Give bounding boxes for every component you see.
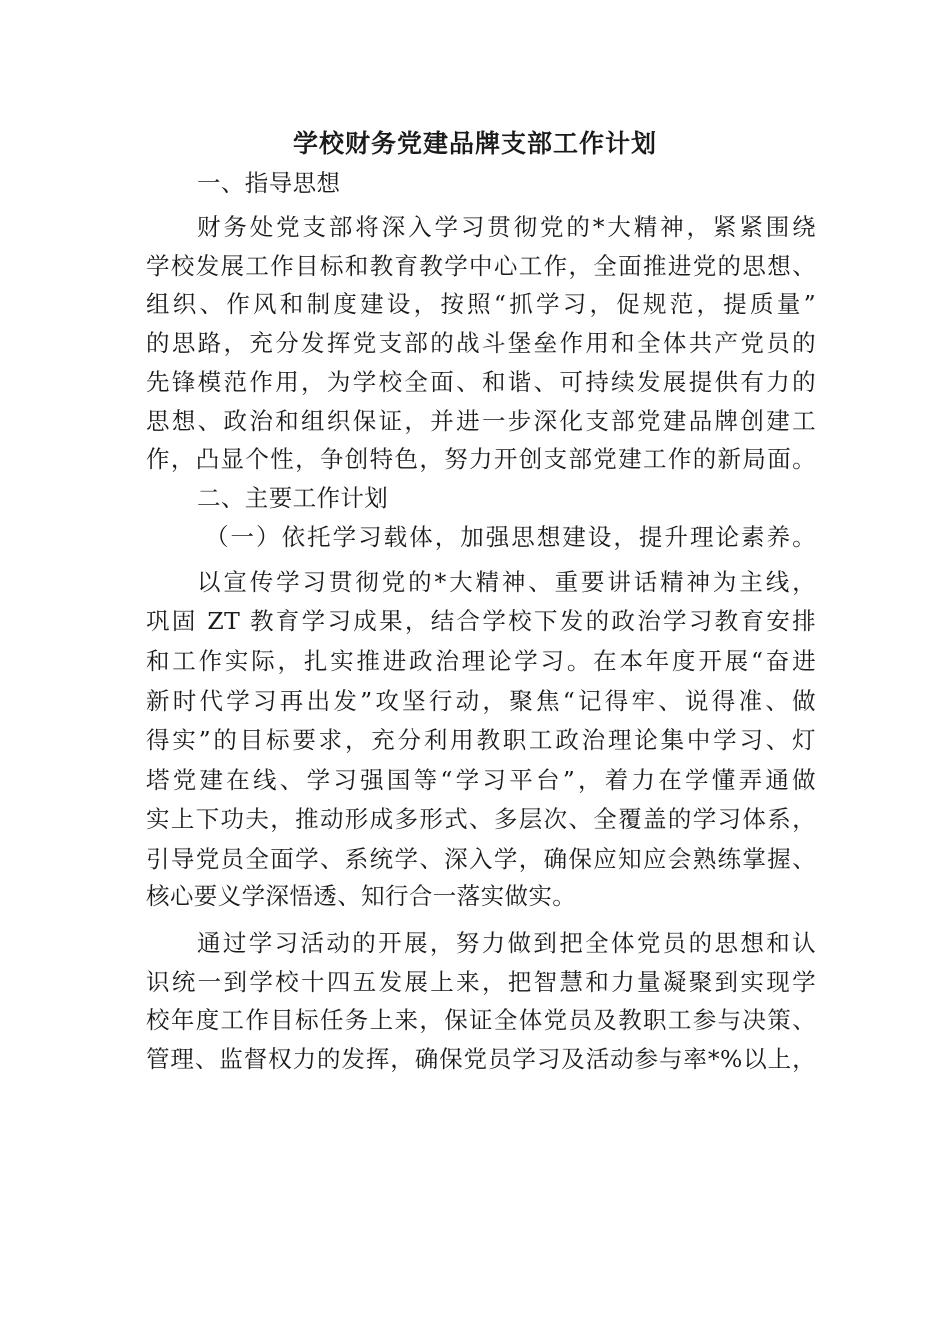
paragraph-line: 先锋模范作用，为学校全面、和谐、可持续发展提供有力的 xyxy=(146,368,816,396)
document-title: 学校财务党建品牌支部工作计划 xyxy=(292,129,657,158)
paragraph-line: 核心要义学深悟透、知行合一落实做实。 xyxy=(146,882,577,910)
paragraph-line: 和工作实际，扎实推进政治理论学习。在本年度开展“奋进 xyxy=(146,647,816,675)
paragraph-line: 思想、政治和组织保证，并进一步深化支部党建品牌创建工 xyxy=(146,407,816,435)
paragraph-line: 学校发展工作目标和教育教学中心工作，全面推进党的思想、 xyxy=(146,252,816,280)
paragraph-line: 塔党建在线、学习强国等“学习平台”，着力在学懂弄通做 xyxy=(146,766,816,794)
paragraph-line: 财务处党支部将深入学习贯彻党的*大精神，紧紧围绕 xyxy=(197,213,816,241)
paragraph-line: 组织、作风和制度建设，按照“抓学习，促规范，提质量” xyxy=(146,290,816,318)
paragraph-line: 的思路，充分发挥党支部的战斗堡垒作用和全体共产党员的 xyxy=(146,329,816,357)
paragraph-line: 管理、监督权力的发挥，确保党员学习及活动参与率*%以上， xyxy=(146,1045,816,1073)
paragraph-line: 得实”的目标要求，充分利用教职工政治理论集中学习、灯 xyxy=(146,726,816,754)
subsection-heading: （一）依托学习载体，加强思想建设，提升理论素养。 xyxy=(205,523,816,551)
paragraph-line: 引导党员全面学、系统学、深入学，确保应知应会熟练掌握、 xyxy=(146,845,816,873)
paragraph-line: 实上下功夫，推动形成多形式、多层次、全覆盖的学习体系， xyxy=(146,805,816,833)
paragraph-line: 以宣传学习贯彻党的*大精神、重要讲话精神为主线， xyxy=(197,568,816,596)
paragraph-line: 新时代学习再出发”攻坚行动，聚焦“记得牢、说得准、做 xyxy=(146,687,816,715)
paragraph-line: 校年度工作目标任务上来，保证全体党员及教职工参与决策、 xyxy=(146,1006,816,1034)
paragraph-line: 巩固 ZT 教育学习成果，结合学校下发的政治学习教育安排 xyxy=(146,607,816,635)
section-heading-1: 一、指导思想 xyxy=(197,169,341,197)
paragraph-line: 作，凸显个性，争创特色，努力开创支部党建工作的新局面。 xyxy=(146,445,816,473)
paragraph-line: 识统一到学校十四五发展上来，把智慧和力量凝聚到实现学 xyxy=(146,968,816,996)
section-heading-2: 二、主要工作计划 xyxy=(197,484,389,512)
paragraph-line: 通过学习活动的开展，努力做到把全体党员的思想和认 xyxy=(197,929,816,957)
